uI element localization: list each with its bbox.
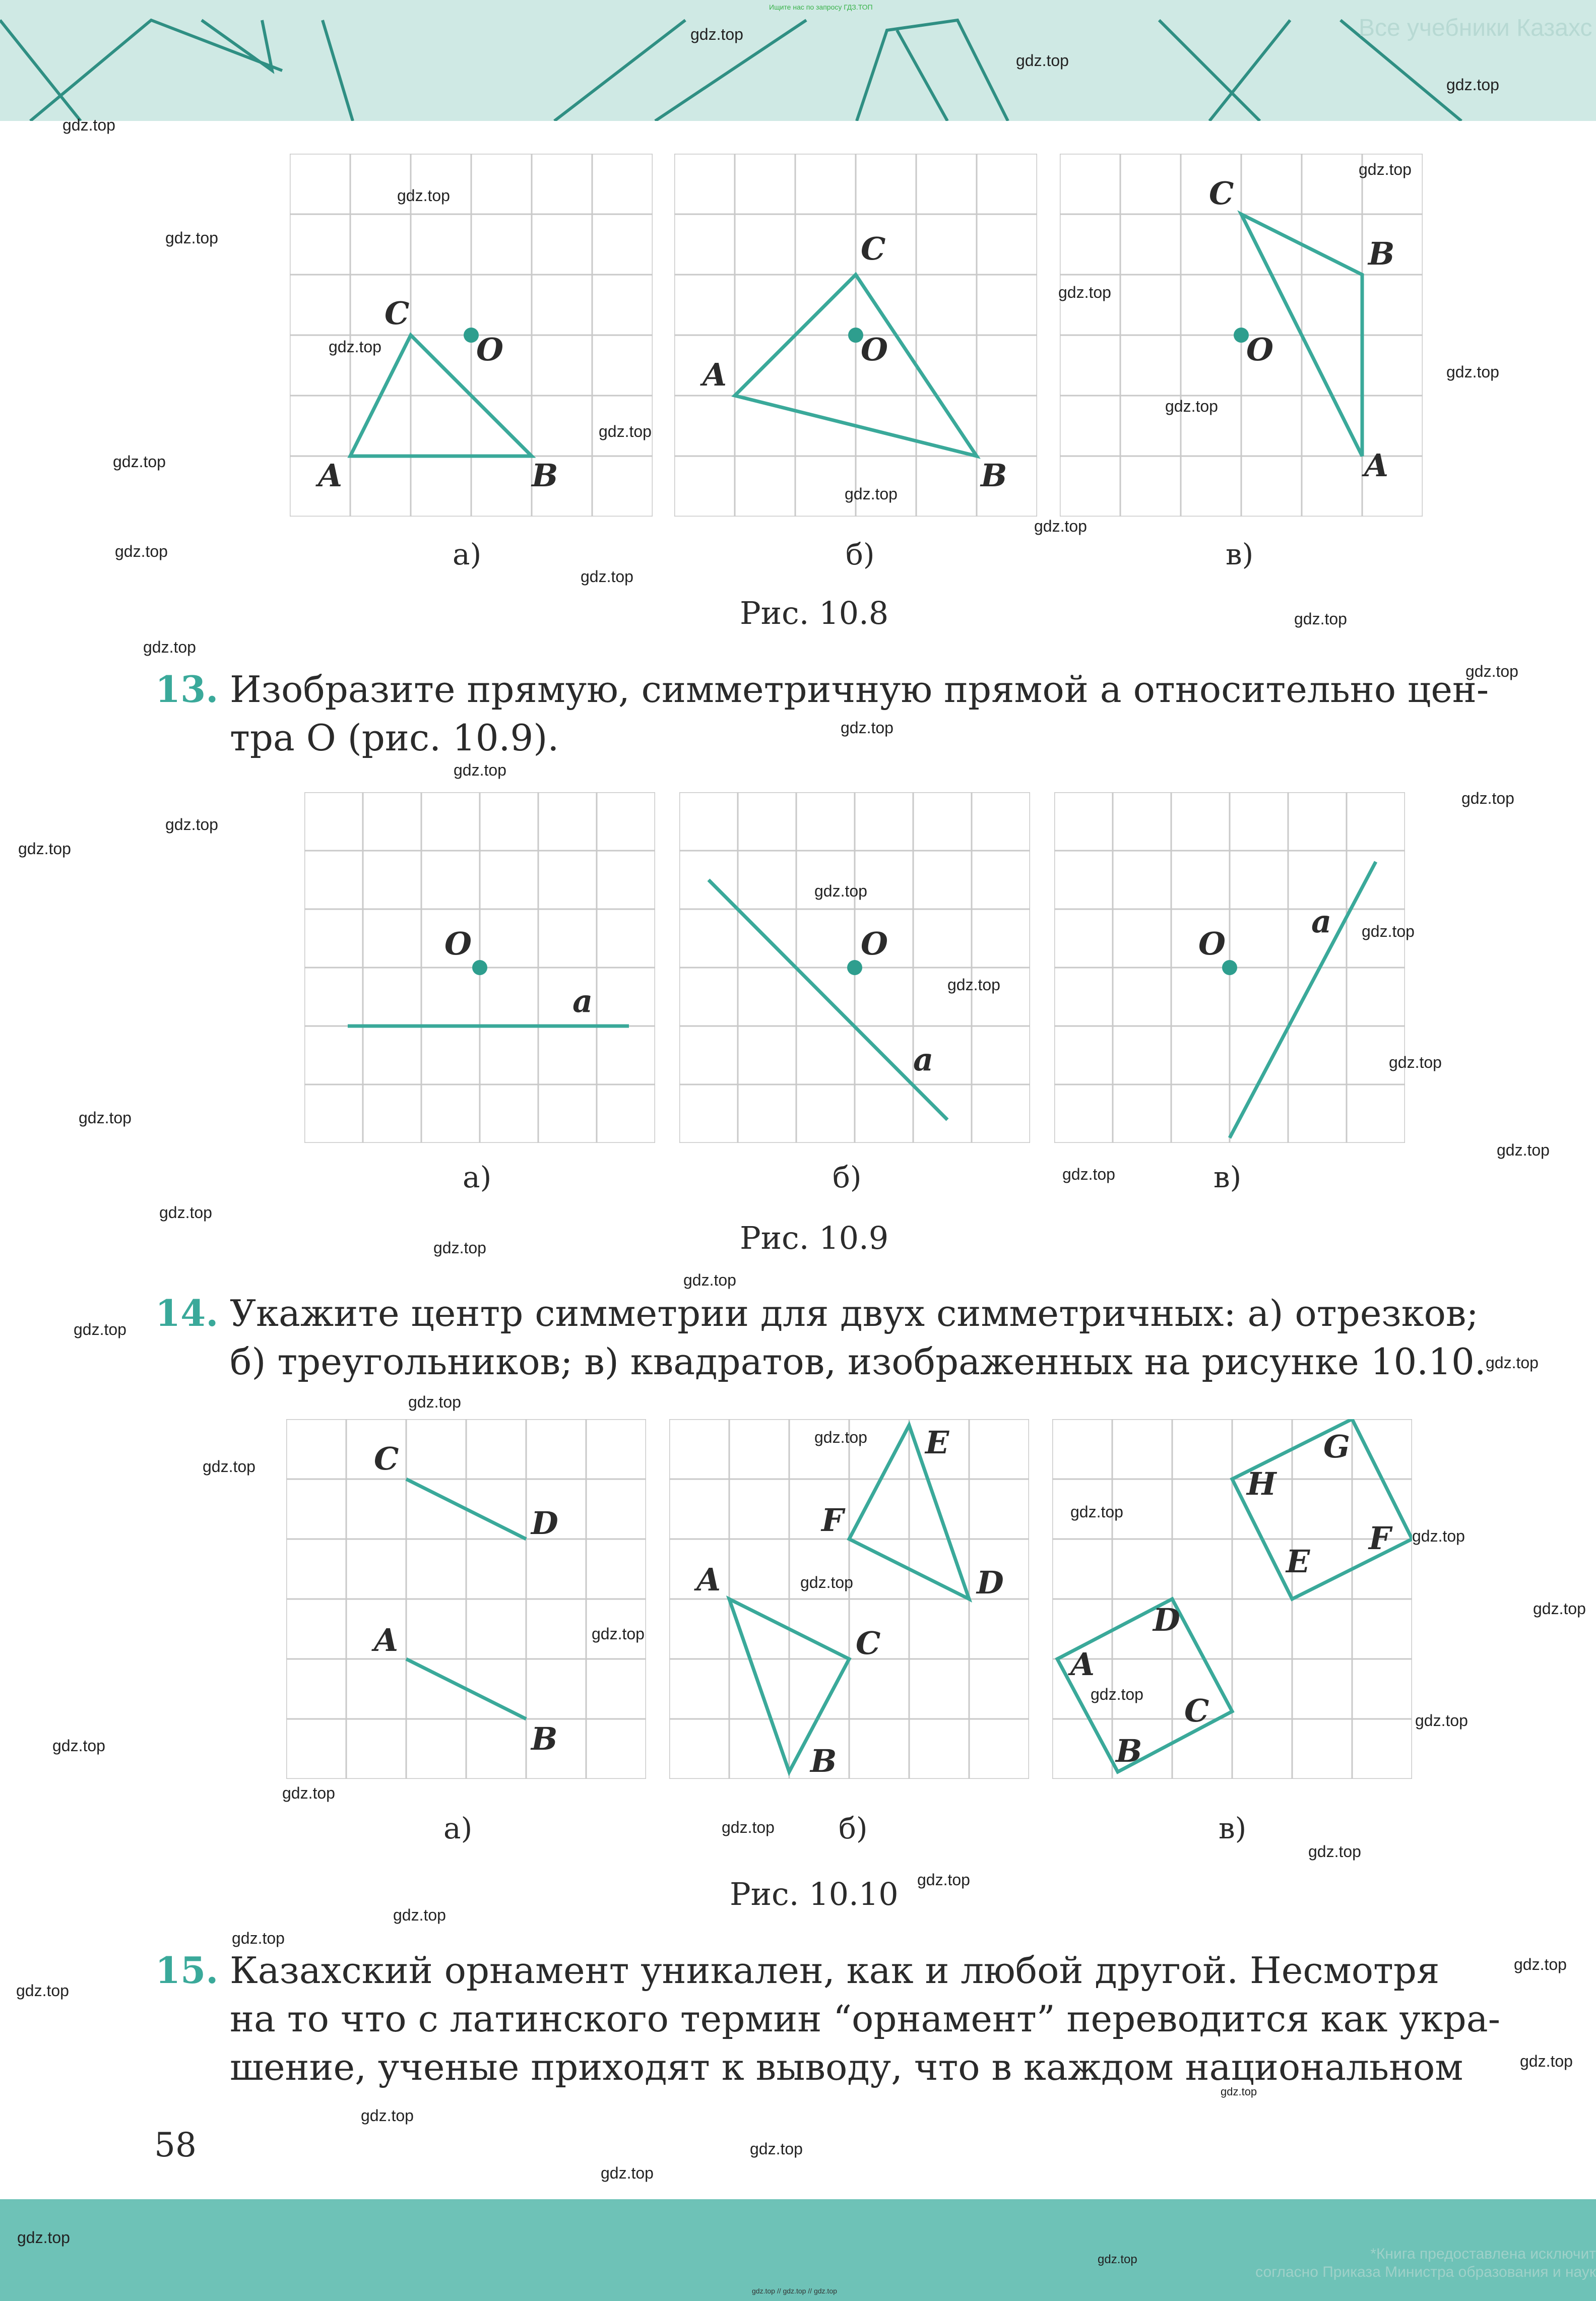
problem-number: 14.	[155, 1292, 219, 1334]
label-F: F	[1369, 1520, 1391, 1557]
watermark[interactable]: gdz.top	[599, 422, 652, 440]
watermark[interactable]: gdz.top	[282, 1784, 335, 1802]
header-band	[0, 0, 1596, 121]
figure-caption: Рис. 10.8	[740, 595, 889, 631]
watermark[interactable]: gdz.top	[1062, 1165, 1115, 1183]
corner-title[interactable]: Все учебники Казахс	[1359, 15, 1592, 41]
subfig-label-b: б)	[846, 537, 875, 571]
subfig-label-a: а)	[463, 1160, 492, 1194]
watermark[interactable]: gdz.top	[203, 1457, 256, 1476]
footer-links[interactable]: gdz.top // gdz.top // gdz.top	[752, 2287, 837, 2295]
problem-text-line: Казахский орнамент уникален, как и любой другой. Несмотря	[230, 1949, 1440, 1992]
watermark[interactable]: gdz.top	[1520, 2052, 1573, 2070]
watermark[interactable]: gdz.top	[1389, 1053, 1442, 1071]
watermark[interactable]: gdz.top	[1091, 1685, 1143, 1703]
watermark[interactable]: gdz.top	[601, 2164, 654, 2182]
watermark[interactable]: gdz.top	[1497, 1141, 1550, 1159]
label-E: E	[1286, 1543, 1310, 1580]
watermark[interactable]: gdz.top	[16, 1982, 69, 2000]
label-B: B	[1368, 235, 1395, 272]
watermark[interactable]: gdz.top	[329, 338, 381, 356]
label-a: a	[572, 983, 593, 1019]
watermark[interactable]: gdz.top	[1308, 1842, 1361, 1861]
watermark[interactable]: gdz.top	[165, 815, 218, 834]
watermark[interactable]: gdz.top	[690, 25, 743, 43]
watermark[interactable]: gdz.top	[1415, 1711, 1468, 1730]
watermark[interactable]: gdz.top	[1034, 517, 1087, 535]
subfig-label-c: в)	[1219, 1811, 1247, 1845]
watermark[interactable]: gdz.top	[800, 1573, 853, 1591]
watermark[interactable]: gdz.top	[722, 1818, 775, 1836]
subfig-label-b: б)	[839, 1811, 868, 1845]
problem-text-line: Изобразите прямую, симметричную прямой a относительно цен-	[230, 668, 1489, 711]
label-D: D	[531, 1505, 558, 1542]
label-A: A	[318, 457, 343, 494]
subfig-label-c: в)	[1214, 1160, 1242, 1194]
label-E: E	[925, 1424, 949, 1461]
header-ornament	[0, 0, 1596, 121]
watermark[interactable]: gdz.top	[1362, 922, 1415, 940]
subfig-label-a: а)	[443, 1811, 473, 1845]
label-C: C	[856, 1625, 881, 1661]
watermark[interactable]: gdz.top	[115, 542, 168, 560]
problem-text-line: тра O (рис. 10.9).	[230, 717, 559, 759]
label-A: A	[1070, 1646, 1095, 1683]
watermark[interactable]: gdz.top	[750, 2140, 803, 2158]
watermark[interactable]: gdz.top	[1446, 363, 1499, 381]
label-O: O	[861, 925, 888, 962]
problem-number: 13.	[155, 668, 219, 711]
watermark[interactable]: gdz.top	[397, 186, 450, 205]
watermark[interactable]: gdz.top	[1359, 160, 1412, 178]
watermark[interactable]: gdz.top	[581, 567, 633, 586]
watermark[interactable]: gdz.top	[79, 1109, 132, 1127]
watermark[interactable]: gdz.top	[1221, 2085, 1257, 2098]
page-number: 58	[154, 2126, 197, 2164]
watermark[interactable]: gdz.top	[62, 116, 115, 134]
label-C: C	[374, 1440, 399, 1477]
watermark[interactable]: gdz.top	[52, 1737, 105, 1755]
footer-band	[0, 2199, 1596, 2301]
watermark[interactable]: gdz.top	[1446, 76, 1499, 94]
watermark[interactable]: gdz.top	[841, 719, 893, 737]
label-A: A	[703, 356, 727, 393]
problem-number: 15.	[155, 1949, 219, 1992]
watermark[interactable]: gdz.top	[408, 1393, 461, 1411]
footer-notice-line1: *Книга предоставлена исключит	[1370, 2246, 1596, 2262]
label-A: A	[696, 1561, 721, 1598]
label-O: O	[861, 331, 888, 368]
label-D: D	[977, 1564, 1004, 1601]
label-B: B	[531, 1720, 558, 1757]
fig-10-9-b	[679, 792, 1030, 1143]
watermark[interactable]: gdz.top	[74, 1320, 126, 1338]
watermark[interactable]: gdz.top	[1486, 1354, 1539, 1372]
label-F: F	[821, 1502, 844, 1539]
watermark[interactable]: gdz.top	[1165, 397, 1218, 415]
footer-notice-line2: согласно Приказа Министра образования и наук	[1255, 2264, 1596, 2280]
watermark[interactable]: gdz.top	[361, 2106, 414, 2125]
fig-10-8-c	[1060, 154, 1423, 517]
watermark[interactable]: gdz.top	[232, 1929, 285, 1947]
problem-text-line: на то что с латинского термин “орнамент” переводится как укра-	[230, 1998, 1501, 2040]
watermark[interactable]: gdz.top	[454, 761, 506, 779]
label-O: O	[1198, 925, 1226, 962]
label-H: H	[1247, 1465, 1276, 1502]
watermark[interactable]: gdz.top	[1294, 610, 1347, 628]
watermark[interactable]: gdz.top	[1058, 283, 1111, 301]
label-C: C	[1209, 175, 1234, 212]
fig-10-9-a	[304, 792, 655, 1143]
label-C: C	[1184, 1692, 1209, 1729]
label-G: G	[1323, 1428, 1350, 1465]
fig-10-9-c	[1054, 792, 1405, 1143]
fig-10-10-b	[669, 1419, 1029, 1779]
watermark[interactable]: gdz.top	[947, 976, 1000, 994]
label-D: D	[1153, 1602, 1180, 1638]
watermark[interactable]: gdz.top	[17, 2228, 70, 2247]
watermark[interactable]: gdz.top	[1514, 1955, 1567, 1973]
problem-text-line: б) треугольников; в) квадратов, изображенных на рисунке 10.10.	[230, 1340, 1486, 1383]
watermark[interactable]: gdz.top	[814, 1428, 867, 1446]
label-B: B	[981, 457, 1007, 494]
watermark[interactable]: gdz.top	[592, 1625, 645, 1643]
fig-10-10-c	[1052, 1419, 1412, 1779]
fig-10-10-a	[286, 1419, 646, 1779]
watermark[interactable]: gdz.top	[433, 1239, 486, 1257]
subfig-label-b: б)	[833, 1160, 862, 1194]
watermark[interactable]: gdz.top	[683, 1271, 736, 1289]
label-O: O	[476, 331, 504, 368]
watermark[interactable]: gdz.top	[1461, 789, 1514, 807]
label-B: B	[810, 1743, 837, 1779]
watermark[interactable]: gdz.top	[814, 882, 867, 900]
watermark[interactable]: gdz.top	[113, 453, 166, 471]
label-B: B	[1116, 1733, 1142, 1769]
watermark[interactable]: gdz.top	[165, 229, 218, 247]
label-O: O	[444, 925, 472, 962]
watermark[interactable]: gdz.top	[18, 840, 71, 858]
fig-10-8-a	[290, 154, 653, 517]
watermark[interactable]: gdz.top	[1533, 1600, 1586, 1618]
label-A: A	[1364, 447, 1389, 484]
label-B: B	[532, 457, 558, 494]
label-O: O	[1246, 331, 1274, 368]
label-A: A	[374, 1622, 399, 1658]
watermark[interactable]: gdz.top	[393, 1906, 446, 1924]
watermark[interactable]: gdz.top	[159, 1203, 212, 1222]
subfig-label-a: а)	[453, 537, 482, 571]
problem-text-line: шение, ученые приходят к выводу, что в каждом национальном	[230, 2046, 1463, 2088]
label-C: C	[385, 295, 410, 332]
watermark[interactable]: gdz.top	[1412, 1527, 1465, 1545]
watermark[interactable]: gdz.top	[1070, 1503, 1123, 1521]
label-C: C	[861, 230, 886, 267]
search-hint[interactable]: Ищите нас по запросу ГДЗ.ТОП	[769, 3, 873, 11]
problem-text-line: Укажите центр симметрии для двух симметричных: а) отрезков;	[230, 1292, 1479, 1334]
label-a: a	[913, 1041, 934, 1078]
figure-caption: Рис. 10.9	[740, 1220, 889, 1256]
fig-10-8-b	[674, 154, 1037, 517]
subfig-label-c: в)	[1226, 537, 1254, 571]
watermark[interactable]: gdz.top	[1098, 2253, 1137, 2266]
label-a: a	[1311, 903, 1332, 940]
figure-caption: Рис. 10.10	[730, 1876, 899, 1912]
watermark[interactable]: gdz.top	[917, 1871, 970, 1889]
watermark[interactable]: gdz.top	[845, 485, 898, 503]
watermark[interactable]: gdz.top	[1016, 51, 1069, 70]
watermark[interactable]: gdz.top	[143, 638, 196, 656]
watermark[interactable]: gdz.top	[1465, 662, 1518, 680]
